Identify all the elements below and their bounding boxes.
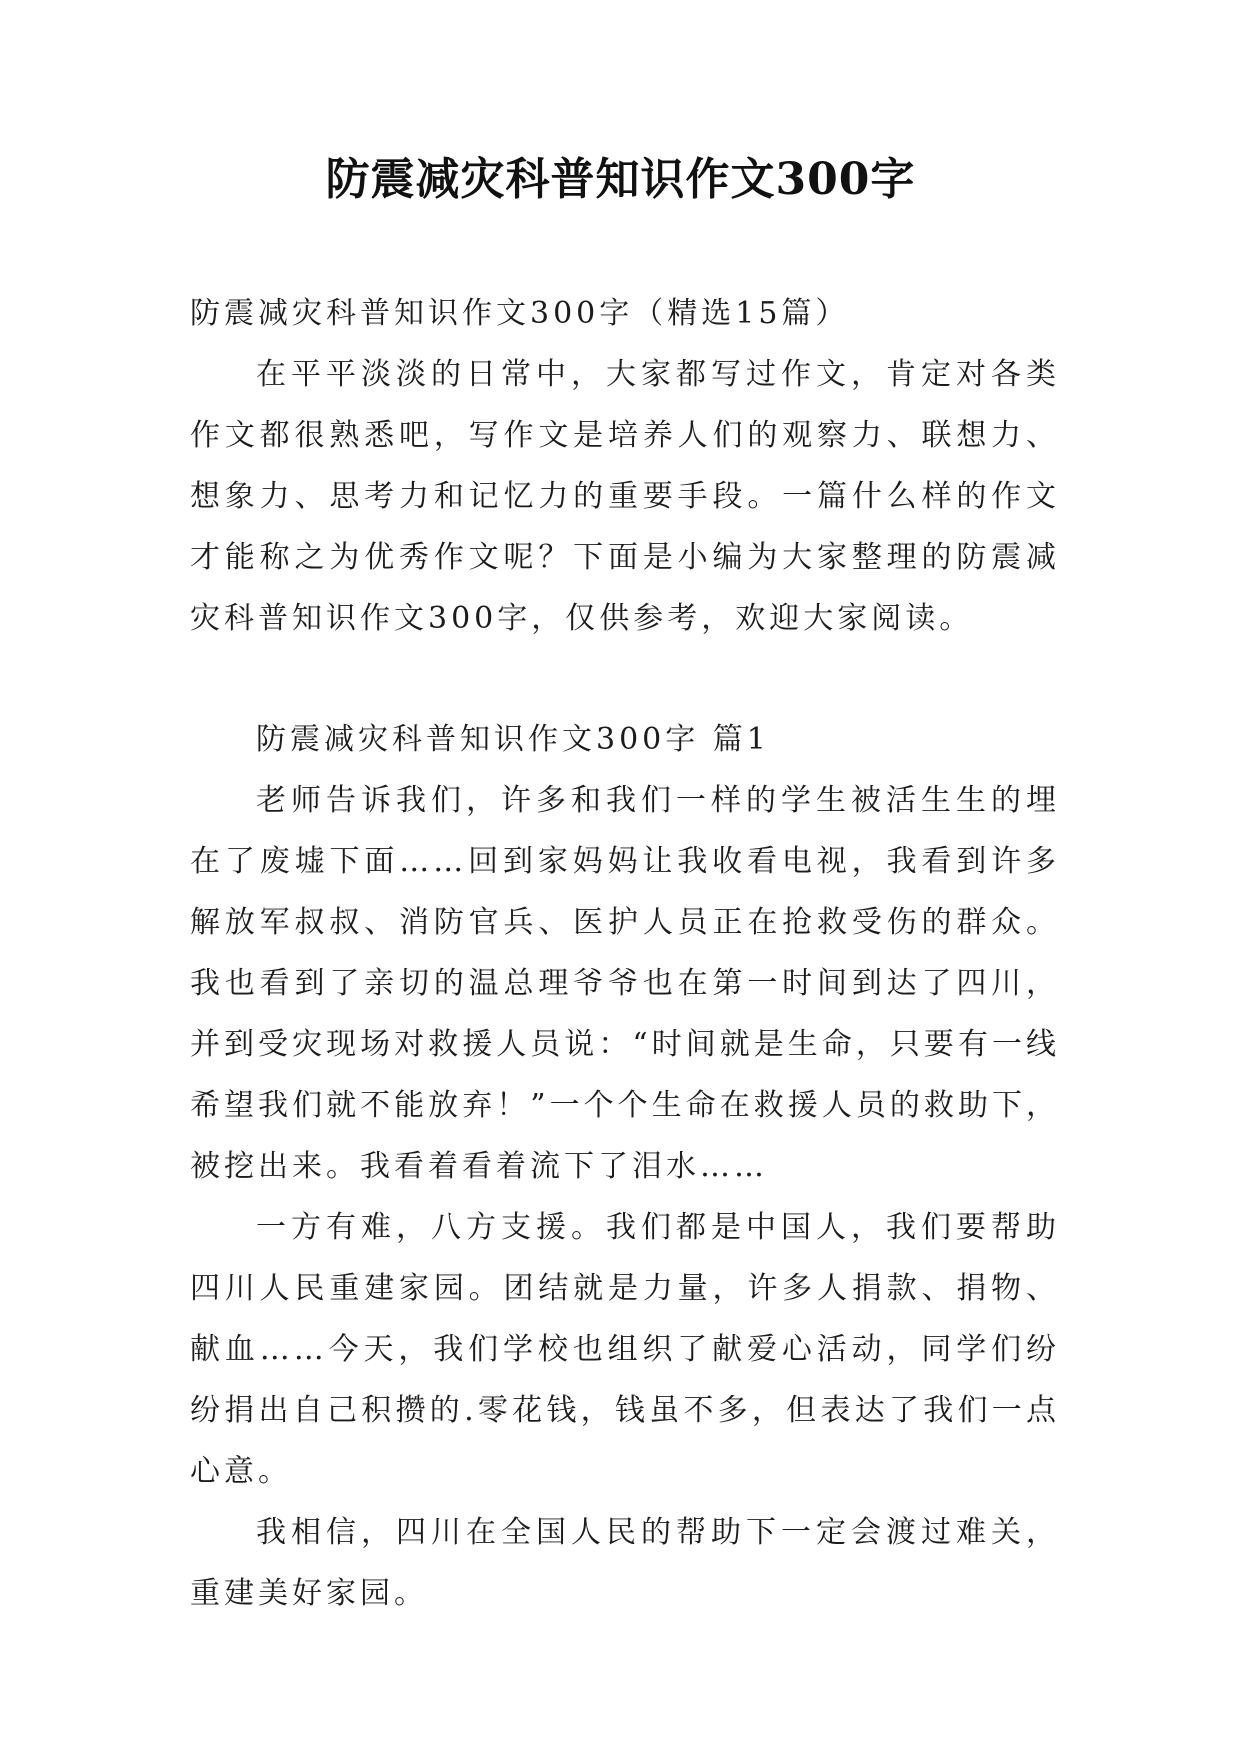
section-spacer	[190, 649, 1060, 709]
section-heading: 防震减灾科普知识作文300字 篇1	[256, 722, 770, 757]
intro-paragraph: 在平平淡淡的日常中，大家都写过作文，肯定对各类作文都很熟悉吧，写作文是培养人们的观察力、联想力、想象力、思考力和记忆力的重要手段。一篇什么样的作文才能称之为优秀作文呢？下面是小编为大家整理的防震减灾科普知识作文300字，仅供参考，欢迎大家阅读。	[190, 357, 1060, 636]
essay-paragraph-2: 一方有难，八方支援。我们都是中国人，我们要帮助四川人民重建家园。团结就是力量，许多人捐款、捐物、献血……今天，我们学校也组织了献爱心活动，同学们纷纷捐出自己积攒的.零花钱，钱虽不多，但表达了我们一点心意。	[190, 1210, 1060, 1489]
document-subtitle: 防震减灾科普知识作文300字（精选15篇）	[190, 296, 850, 331]
essay-paragraph-1: 老师告诉我们，许多和我们一样的学生被活生生的埋在了废墟下面……回到家妈妈让我收看电视，我看到许多解放军叔叔、消防官兵、医护人员正在抢救受伤的群众。我也看到了亲切的温总理爷爷也在第一时间到达了四川，并到受灾现场对救援人员说：“时间就是生命，只要有一线希望我们就不能放弃！”一个个生命在救援人员的救助下，被挖出来。我看着看着流下了泪水……	[190, 783, 1060, 1184]
essay-paragraph-3: 我相信，四川在全国人民的帮助下一定会渡过难关，重建美好家园。	[190, 1515, 1060, 1611]
document-body	[190, 283, 1060, 1624]
document-title: 防震减灾科普知识作文300字	[325, 154, 916, 205]
